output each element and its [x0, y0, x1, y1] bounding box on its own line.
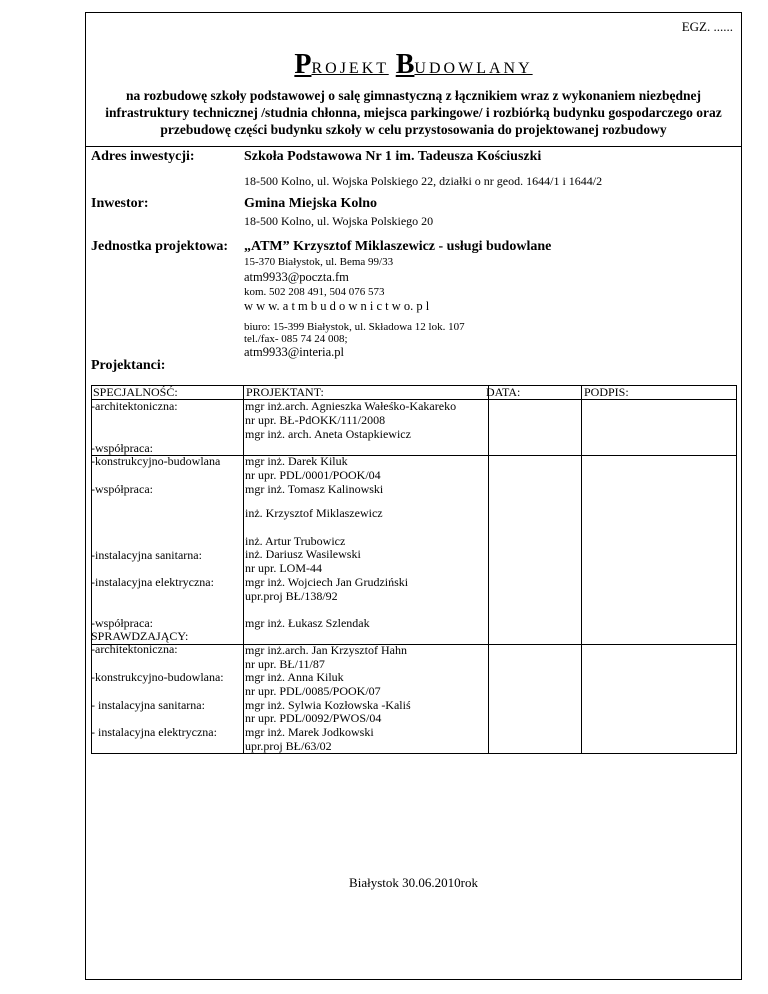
inwestor-label: Inwestor:	[91, 196, 149, 211]
inwestor-address: 18-500 Kolno, ul. Wojska Polskiego 20	[244, 214, 434, 228]
jednostka-website: w w w. a t m b u d o w n i c t w o. p l	[244, 299, 430, 313]
designer-cell: mgr inż. Sylwia Kozłowska -Kaliś	[245, 698, 411, 712]
adres-name: Szkoła Podstawowa Nr 1 im. Tadeusza Kościuszki	[244, 149, 542, 164]
designer-cell: nr upr. BŁ/11/87	[245, 657, 325, 671]
table-divider	[243, 385, 244, 754]
projektanci-label: Projektanci:	[91, 358, 166, 373]
spec-cell: - instalacyjna sanitarna:	[91, 698, 205, 712]
egz-label: EGZ. ......	[681, 19, 733, 34]
divider	[86, 146, 741, 147]
jednostka-phone: kom. 502 208 491, 504 076 573	[244, 286, 385, 298]
title-rest-1: ROJEKT	[311, 60, 389, 77]
spec-cell: -konstrukcyjno-budowlana:	[91, 670, 224, 684]
spec-cell: -architektoniczna:	[91, 642, 178, 656]
designer-cell: nr upr. BŁ-PdOKK/111/2008	[245, 413, 386, 427]
designer-cell: inż. Artur Trubowicz	[245, 534, 346, 548]
title-rest-2: UDOWLANY	[414, 60, 533, 77]
designer-cell: nr upr. PDL/0001/POOK/04	[245, 468, 381, 482]
designer-cell: mgr inż. Wojciech Jan Grudziński	[245, 575, 409, 589]
designer-cell: nr upr. PDL/0092/PWOS/04	[245, 711, 382, 725]
designer-cell: mgr inż. arch. Aneta Ostapkiewicz	[245, 427, 411, 441]
table-row-separator	[91, 644, 737, 645]
spec-cell: -instalacyjna elektryczna:	[91, 575, 214, 589]
title-initial-p: P	[294, 49, 312, 80]
biuro-address: biuro: 15-399 Białystok, ul. Składowa 12 lok. 107	[244, 321, 465, 333]
spec-cell: -konstrukcyjno-budowlana	[91, 454, 221, 468]
designer-cell: mgr inż. Darek Kiluk	[245, 454, 348, 468]
page-title	[86, 49, 741, 81]
biuro-tel: tel./fax- 085 74 24 008;	[244, 333, 348, 345]
designer-cell: mgr inż. Anna Kiluk	[245, 670, 344, 684]
jednostka-name: „ATM” Krzysztof Miklaszewicz - usługi budowlane	[244, 239, 552, 254]
header-podpis: PODPIS:	[584, 385, 629, 399]
spec-cell: -instalacyjna sanitarna:	[91, 548, 202, 562]
spec-cell: SPRAWDZAJĄCY:	[91, 629, 189, 643]
biuro-email: atm9933@interia.pl	[244, 345, 345, 359]
table-divider	[581, 385, 582, 754]
designer-cell: nr upr. PDL/0085/POOK/07	[245, 684, 381, 698]
designer-cell: mgr inż. Marek Jodkowski	[245, 725, 374, 739]
adres-address: 18-500 Kolno, ul. Wojska Polskiego 22, działki o nr geod. 1644/1 i 1644/2	[244, 174, 603, 188]
table-divider	[488, 385, 489, 754]
spec-cell: -współpraca:	[91, 616, 153, 630]
spec-cell: -współpraca:	[91, 482, 153, 496]
jednostka-email: atm9933@poczta.fm	[244, 270, 349, 284]
title-initial-b: B	[395, 49, 415, 80]
designer-cell: inż. Krzysztof Miklaszewicz	[245, 506, 383, 520]
inwestor-name: Gmina Miejska Kolno	[244, 196, 378, 211]
jednostka-label: Jednostka projektowa:	[91, 239, 229, 254]
footer-date: Białystok 30.06.2010rok	[349, 875, 478, 890]
designer-cell: mgr inż. Łukasz Szlendak	[245, 616, 370, 630]
adres-label: Adres inwestycji:	[91, 149, 195, 164]
header-data: DATA:	[486, 385, 521, 399]
spec-cell: -architektoniczna:	[91, 399, 178, 413]
header-projektant: PROJEKTANT:	[246, 385, 324, 399]
designer-cell: nr upr. LOM-44	[245, 561, 322, 575]
designer-cell: mgr inż. Tomasz Kalinowski	[245, 482, 384, 496]
document-frame	[85, 12, 742, 980]
designer-cell: mgr inż.arch. Jan Krzysztof Hahn	[245, 643, 407, 657]
subtitle: na rozbudowę szkoły podstawowej o salę gimnastyczną z łącznikiem wraz z wykonaniem niezbędnej infrastruktury technicznej /studnia chłonna, miejsca parkingowe/ i rozbiórką budynku gospodarczego oraz przebudowę części budynku szkoły w celu przystosowania do projektowanej rozbudowy	[105, 88, 722, 137]
header-specjalnosc: SPECJALNOŚĆ:	[93, 385, 178, 399]
designer-cell: upr.proj BŁ/138/92	[245, 589, 338, 603]
designer-cell: upr.proj BŁ/63/02	[245, 739, 332, 753]
designer-cell: mgr inż.arch. Agnieszka Wałeśko-Kakareko	[245, 399, 457, 413]
spec-cell: - instalacyjna elektryczna:	[91, 725, 217, 739]
spec-cell: -współpraca:	[91, 441, 153, 455]
designer-cell: inż. Dariusz Wasilewski	[245, 547, 361, 561]
jednostka-address: 15-370 Białystok, ul. Bema 99/33	[244, 256, 394, 268]
